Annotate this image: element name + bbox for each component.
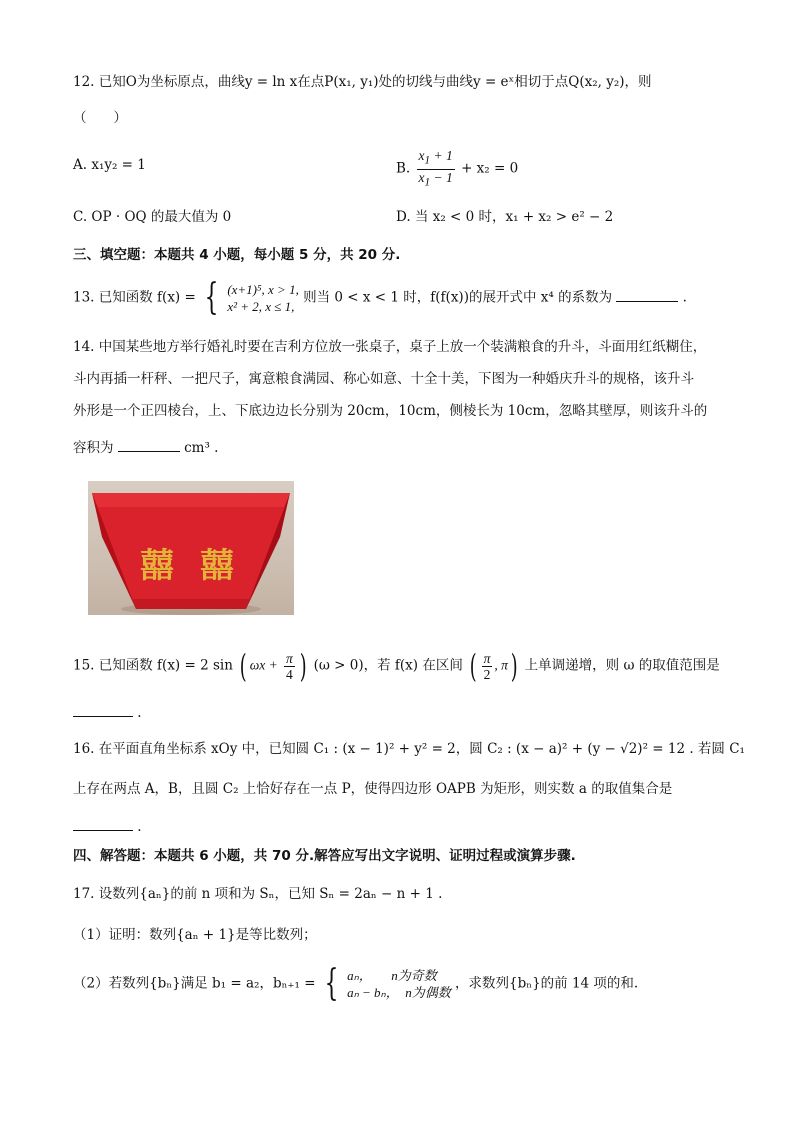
q14-line-4: [73, 438, 218, 458]
q12-option-b: [396, 148, 518, 190]
q15-interval-pi: , π: [494, 657, 508, 673]
q12-option-d: D. 当 x₂ < 0 时，x₁ + x₂ > e² − 2: [396, 209, 614, 225]
q14-line-1: 14. 中国某些地方举行婚礼时要在吉利方位放一张桌子，桌子上放一个装满粮食的升斗，斗面用红纸糊住，: [73, 339, 707, 355]
q13-pre: 13. 已知函数 f(x) =: [73, 289, 196, 306]
section-4-heading: 四、解答题：本题共 6 小题，共 70 分.解答应写出文字说明、证明过程或演算步骤.: [73, 848, 576, 864]
q12-option-b-fraction: $\frac{x_1 + 1}{x_1 - 1}$: [418, 148, 453, 189]
q16-answer-blank[interactable]: [73, 818, 133, 831]
q15: [73, 647, 720, 685]
q16-line-2: 上存在两点 A，B，且圆 C₂ 上恰好存在一点 P，使得四边形 OAPB 为矩形，则实数 a 的取值集合是: [73, 781, 673, 797]
q15-interval-open: (: [469, 647, 477, 685]
q15-end: .: [137, 705, 142, 721]
q15-interval-close: ): [510, 647, 518, 685]
q15-paren-open: (: [240, 647, 247, 685]
q14-line-2: 斗内再插一杆秤、一把尺子，寓意粮食满园、称心如意、十全十美，下图为一种婚庆升斗的规格，该升斗: [73, 371, 694, 387]
q17-part-1: （1）证明：数列{aₙ + 1}是等比数列；: [73, 927, 317, 943]
q15-pi-over-2: $\frac{\pi}{2}$: [483, 650, 491, 682]
q17-case-1: aₙ， n为奇数: [347, 968, 437, 983]
q12-option-b-tail: + x₂ = 0: [461, 160, 519, 177]
q17-case-2: aₙ − bₙ， n为偶数: [347, 985, 451, 1000]
q17-brace: {: [324, 963, 339, 1004]
double-happiness-left: 囍: [140, 546, 174, 586]
q13-answer-blank[interactable]: [616, 289, 678, 302]
q17-part-2: [73, 963, 639, 1004]
q16-end: .: [137, 819, 142, 835]
q15-omega-x: ωx +: [249, 657, 278, 673]
q12-option-b-label: B.: [396, 160, 411, 177]
q17-part-2-pre: （2）若数列{bₙ}满足 b₁ = a₂，bₙ₊₁ =: [73, 975, 316, 992]
q17-part-2-post: ，求数列{bₙ}的前 14 项的和.: [455, 975, 639, 992]
q13-post: 则当 0 < x < 1 时，f(f(x))的展开式中 x⁴ 的系数为: [303, 289, 613, 306]
sheng-dou-illustration: [88, 481, 294, 615]
q16-line-1: 16. 在平面直角坐标系 xOy 中，已知圆 C₁ : (x − 1)² + y² = 2，圆 C₂ : (x − a)² + (y − √2)² = 12 . 若圆 C₁: [73, 741, 745, 757]
q15-pre: 15. 已知函数 f(x) = 2 sin: [73, 657, 233, 674]
q15-post: 上单调递增，则 ω 的取值范围是: [524, 657, 720, 674]
q13-end: .: [682, 289, 687, 306]
q12-stem: 12. 已知O为坐标原点，曲线y = ln x在点P(x₁, y₁)处的切线与曲线y = eˣ相切于点Q(x₂, y₂)，则: [73, 74, 652, 90]
q14-answer-blank[interactable]: [118, 439, 180, 452]
q13-brace: {: [204, 277, 219, 318]
q13-case-2: x² + 2, x ≤ 1,: [227, 299, 295, 314]
double-happiness-right: 囍: [200, 546, 234, 586]
q14-line-4-pre: 容积为: [73, 440, 114, 456]
q15-paren-close: ): [299, 647, 307, 685]
section-3-heading: 三、填空题：本题共 4 小题，每小题 5 分，共 20 分.: [73, 247, 401, 263]
q13: [73, 277, 687, 318]
q14-line-4-post: cm³ .: [184, 440, 219, 456]
q15-mid: (ω > 0)，若 f(x) 在区间: [313, 657, 463, 674]
q16-answer-line: [73, 817, 142, 837]
q13-cases: [227, 281, 299, 315]
wedding-sheng-dou-photo: [88, 481, 294, 615]
q17-stem: 17. 设数列{aₙ}的前 n 项和为 Sₙ，已知 Sₙ = 2aₙ − n + 1 .: [73, 886, 443, 902]
q14-line-3: 外形是一个正四棱台，上、下底边边长分别为 20cm，10cm，侧棱长为 10cm，忽略其壁厚，则该升斗的: [73, 403, 708, 419]
q15-pi-over-4: $\frac{\pi}{4}$: [286, 650, 293, 682]
q15-answer-line: [73, 703, 142, 723]
q12-option-c: C. OP · OQ 的最大值为 0: [73, 209, 232, 225]
q17-cases: [347, 967, 451, 1001]
q15-answer-blank[interactable]: [73, 704, 133, 717]
q13-case-1: (x+1)⁵, x > 1,: [227, 282, 299, 297]
q12-answer-paren: （ ）: [73, 110, 127, 126]
q12-option-a: A. x₁y₂ = 1: [73, 157, 146, 173]
